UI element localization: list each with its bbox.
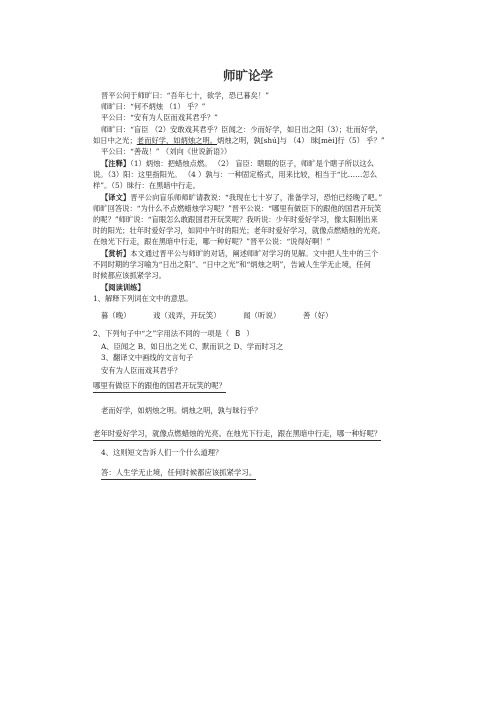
q1-answer: 晚 — [115, 311, 124, 320]
question-3: 3、翻译文中画线的文言句子 — [101, 353, 194, 362]
translation-line: 的呢？”师旷说：“盲眼怎么敢跟国君开玩笑呢？我听说：少年时爱好学习，像太阳刚出来 — [93, 215, 378, 224]
translation-line — [101, 192, 431, 203]
notes-text: （1）炳烛：把蜡烛点燃。 （2） 盲臣：瞎眼的臣子，师旷是个瞎子所以这么 — [130, 159, 374, 168]
notes-line: 样”。（5）昧行：在黑暗中行走。 — [93, 181, 200, 190]
appreciation-label: 【赏析】 — [101, 249, 131, 258]
translation-line: 在烛光下行走，跟在黑暗中行走，哪一种好呢？”晋平公说：“说得好啊！” — [93, 237, 331, 246]
question-4: 4、这则短文告诉人们一个什么道理？ — [101, 448, 223, 457]
q1-item: 暮（晚） — [101, 311, 131, 320]
question-1-answers — [101, 310, 431, 321]
question-3b-sentence: 老而好学，如炳烛之明。炳烛之明，孰与昧行乎？ — [101, 406, 262, 415]
appreciation-text: 本文通过晋平公与师旷的对话，阐述师旷对学习的见解。文中把人生中的三个 — [130, 249, 379, 258]
notes-label: 【注释】 — [101, 159, 131, 168]
q2-answer: B — [235, 329, 241, 338]
question-2-options: A、臣闻之 B、如日出之光 C、默而识之 D、学而时习之 — [101, 342, 284, 351]
text-line: 师旷曰：“盲臣 （2）安敢戏其君乎？臣闻之：少而好学，如日出之阳（3）；壮而好学， — [101, 125, 383, 134]
question-1: 1、解释下列词在文中的意思。 — [93, 294, 193, 303]
appreciation-line: 不同时期的学习喻为“日出之阳”、“日中之光”和“炳烛之明”，告诫人生学无止境，任何 — [93, 260, 371, 269]
text-line: 晋平公问于师旷曰：“吾年七十，欲学，恐已暮矣！” — [101, 91, 269, 100]
reading-training-label: 【阅读训练】 — [101, 283, 145, 292]
text-line — [93, 135, 423, 146]
appreciation-line: 时候都应该抓紧学习。 — [93, 271, 166, 280]
question-2: 2、下列句子中“之”字用法不同的一项是（ B ） — [93, 329, 254, 338]
text-segment: 炳烛之明，孰[shú]与 （4） 昧[mèi]行（5） 乎？” — [217, 136, 385, 145]
text-line: 平公曰：“善哉！” （刘向《世说新语》） — [101, 147, 232, 156]
translation-line: 时的阳光；壮年时爱好学习，如同中午时的阳光；老年时爱好学习，就像点燃蜡烛的光亮。 — [93, 226, 385, 235]
q1-answer: 好 — [317, 311, 326, 320]
q1-answer: 听说 — [257, 311, 274, 320]
question-3a-sentence: 安有为人臣而戏其君乎？ — [101, 366, 182, 375]
q1-item: 闻（听说） — [243, 311, 281, 320]
q3a-answer-line: 哪里有做臣下的跟他的国君开玩笑的呢？ — [93, 380, 226, 393]
q1-item: 善（好） — [302, 311, 333, 320]
notes-line — [101, 158, 431, 169]
text-line: 师旷曰：“何不炳烛 （1） 乎？” — [101, 102, 206, 111]
underlined-sentence: 老而好学，如炳烛之明。 — [136, 136, 218, 145]
q3b-answer-line: 老年时爱好学习，就像点燃蜡烛的光亮。在烛光下行走，跟在黑暗中行走，哪一种好呢？ — [93, 428, 381, 441]
translation-text: 晋平公向盲乐师师旷请教说：“我现在七十岁了，准备学习，恐怕已经晚了吧。” — [130, 193, 383, 202]
notes-line: 说。（3）阳：这里指阳光。 （4 ）孰与：一种固定格式，用来比较，相当于“比……怎么 — [93, 170, 377, 179]
q1-item: 戏（戏弄，开玩笑） — [153, 311, 221, 320]
translation-line: 师旷回答说：“为什么不点燃蜡烛学习呢？”晋平公说：“哪里有做臣下的跟他的国君开玩笑 — [93, 204, 382, 213]
q4-answer-line: 答：人生学无止境，任何时候都应该抓紧学习。 — [101, 467, 256, 480]
text-segment: 如日中之光； — [93, 136, 137, 145]
q1-answer: 戏弄，开玩笑 — [167, 311, 214, 320]
appreciation-line — [101, 248, 431, 259]
translation-label: 【译文】 — [101, 193, 131, 202]
text-line: 平公曰：“安有为人臣而戏其君乎？” — [101, 113, 218, 122]
page-title: 师旷论学 — [222, 68, 273, 83]
